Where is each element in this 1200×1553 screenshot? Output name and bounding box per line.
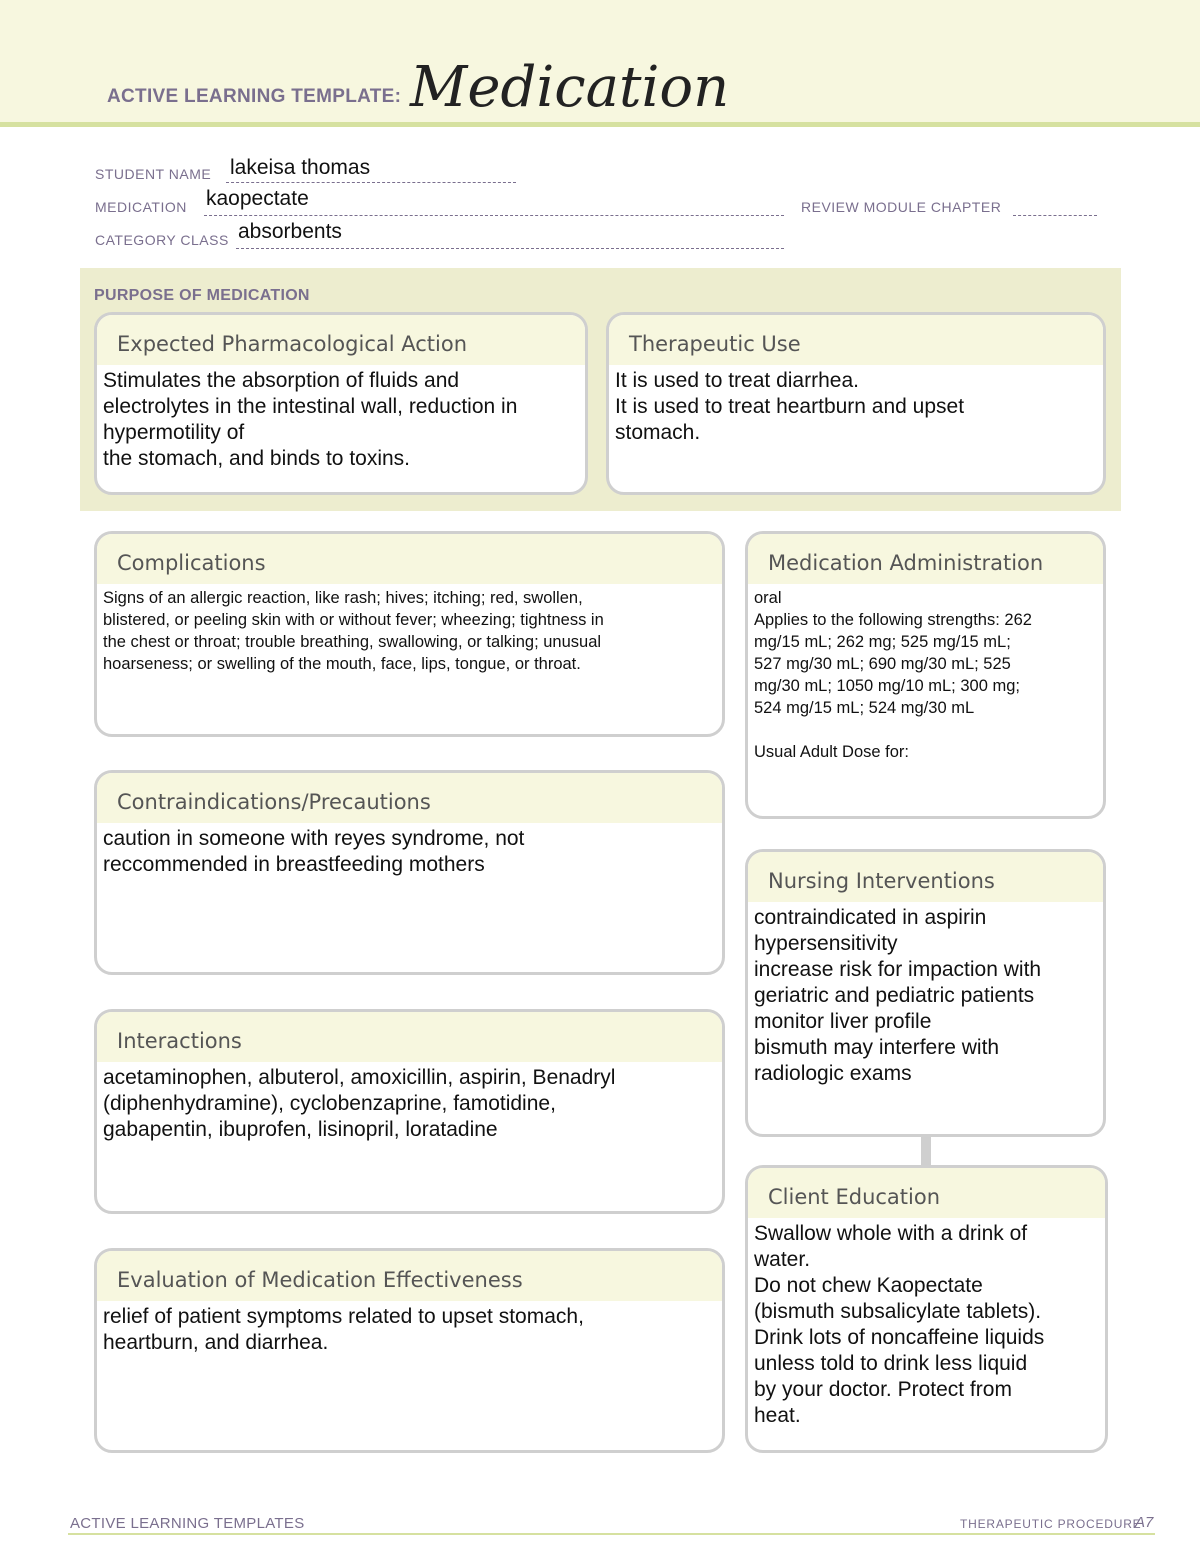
complications-text[interactable]: Signs of an allergic reaction, like rash; hives; itching; red, swollen, blistered, or peeling skin with or without fever; wheezing; tightness in the chest or throat; trouble breathing, swallowing, or talking; unusual hoarseness; or swelling of the mouth, face, lips, tongue, or throat. [103, 589, 604, 673]
contraindications-title: Contraindications/Precautions [97, 773, 722, 823]
template-title: Medication [410, 55, 730, 120]
purpose-label: PURPOSE OF MEDICATION [94, 287, 310, 304]
administration-title: Medication Administration [748, 534, 1103, 584]
connector-bar [921, 1134, 931, 1168]
administration-box [745, 531, 1106, 819]
interactions-title: Interactions [97, 1012, 722, 1062]
interactions-text[interactable]: acetaminophen, albuterol, amoxicillin, aspirin, Benadryl (diphenhydramine), cyclobenzaprine, famotidine, gabapentin, ibuprofen, lisinopril, loratadine [103, 1066, 616, 1141]
category-class-label: CATEGORY CLASS [95, 232, 229, 248]
client-education-box [745, 1165, 1108, 1453]
client-education-title: Client Education [748, 1168, 1105, 1218]
category-class-field[interactable]: absorbents [238, 220, 342, 243]
evaluation-box [94, 1248, 725, 1453]
footer-line [68, 1533, 1155, 1535]
expected-action-title: Expected Pharmacological Action [97, 315, 585, 365]
client-education-text[interactable]: Swallow whole with a drink of water. Do not chew Kaopectate (bismuth subsalicylate tablets). Drink lots of noncaffeine liquids unless told to drink less liquid by your doctor. Protect from heat. [754, 1222, 1045, 1427]
review-module-field[interactable] [1013, 215, 1097, 216]
nursing-title: Nursing Interventions [748, 852, 1103, 902]
template-label: ACTIVE LEARNING TEMPLATE: [107, 86, 402, 107]
evaluation-title: Evaluation of Medication Effectiveness [97, 1251, 722, 1301]
category-class-line [236, 248, 784, 249]
contraindications-text[interactable]: caution in someone with reyes syndrome, not reccommended in breastfeeding mothers [103, 827, 525, 876]
therapeutic-use-title: Therapeutic Use [609, 315, 1103, 365]
page-number: A7 [1135, 1514, 1154, 1531]
student-name-field[interactable]: lakeisa thomas [230, 156, 371, 179]
medication-line [204, 215, 784, 216]
expected-action-text[interactable]: Stimulates the absorption of fluids and electrolytes in the intestinal wall, reduction in hypermotility of the stomach, and binds to toxins. [103, 369, 518, 470]
medication-field[interactable]: kaopectate [206, 187, 309, 210]
medication-label: MEDICATION [95, 199, 187, 215]
nursing-text[interactable]: contraindicated in aspirin hypersensitivity increase risk for impaction with geriatric and pediatric patients monitor liver profile bismuth may interfere with radiologic exams [754, 906, 1042, 1085]
complications-title: Complications [97, 534, 722, 584]
footer-left: ACTIVE LEARNING TEMPLATES [70, 1515, 305, 1532]
footer-right: THERAPEUTIC PROCEDURE [960, 1517, 1142, 1531]
student-name-label: STUDENT NAME [95, 166, 212, 182]
therapeutic-use-text[interactable]: It is used to treat diarrhea. It is used to treat heartburn and upset stomach. [615, 369, 965, 444]
interactions-box [94, 1009, 725, 1214]
nursing-box [745, 849, 1106, 1137]
student-name-line [226, 182, 516, 183]
complications-box [94, 531, 725, 737]
therapeutic-use-box [606, 312, 1106, 495]
review-module-label: REVIEW MODULE CHAPTER [801, 199, 1002, 215]
expected-action-box [94, 312, 588, 495]
contraindications-box [94, 770, 725, 975]
evaluation-text[interactable]: relief of patient symptoms related to upset stomach, heartburn, and diarrhea. [103, 1305, 584, 1354]
administration-text[interactable]: oral Applies to the following strengths: 262 mg/15 mL; 262 mg; 525 mg/15 mL; 527 mg/30 mL; 690 mg/30 mL; 525 mg/30 mL; 1050 mg/10 mL; 300 mg; 524 mg/15 mL; 524 mg/30 mL Usual Adult Dose for: [754, 589, 1032, 761]
